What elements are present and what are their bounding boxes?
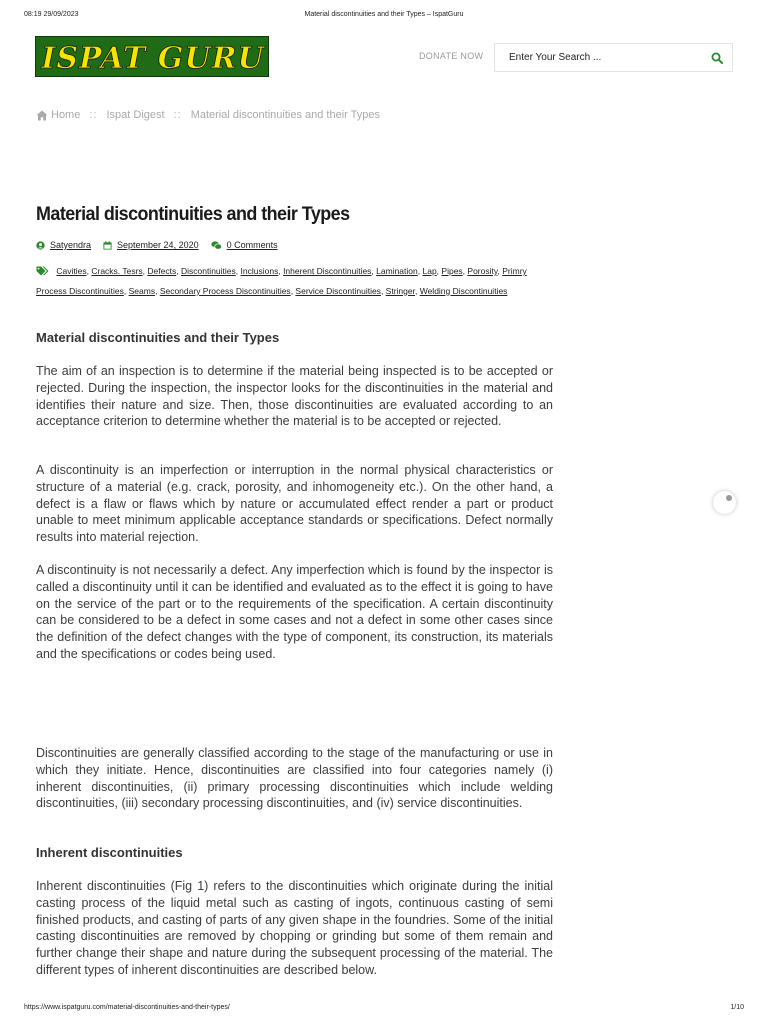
tag-separator: , xyxy=(414,285,420,296)
breadcrumb-separator: :: xyxy=(173,109,182,121)
tag-separator: , xyxy=(142,266,148,276)
breadcrumb xyxy=(36,109,380,121)
article-paragraph: The aim of an inspection is to determine if the material being inspected is to be accepted or rejected. During the inspection, the inspector looks for the discontinuities in the material and identifies their nature and size. Then, those discontinuities are evaluated according to an acceptance criterion to determine whether the material is to be accepted or rejected. xyxy=(36,364,553,429)
article-title: Material discontinuities and their Types xyxy=(36,203,350,225)
tag-separator: , xyxy=(462,266,468,276)
search-box xyxy=(494,43,733,72)
article-paragraph: Inherent discontinuities (Fig 1) refers to the discontinuities which originate during the initial casting process of the liquid metal such as casting of ingots, continuous casting of semi finished products, and casting of parts of any given shape in the foundries. Some of the initial casting discontinuities are removed by chopping or grinding but some of them remain and further change their shape and nature during the subsequent processing of the material. The different types of inherent discontinuities are described below. xyxy=(36,879,553,977)
article-paragraph: A discontinuity is an imperfection or interruption in the normal physical characteristics or structure of a material (e.g. crack, porosity, and inhomogeneity etc.). On the other hand, a defect is a flaw or flaws which by nature or accumulated effect render a part or product unable to meet minimum applicable acceptance standards or specifications. Defect normally results into material rejection. xyxy=(36,463,553,545)
tag-separator: , xyxy=(155,285,160,296)
tag-separator: , xyxy=(436,266,442,276)
tag-link[interactable]: Welding Discontinuities xyxy=(419,285,508,296)
breadcrumb-item-ispat-digest[interactable]: Ispat Digest xyxy=(106,109,165,121)
calendar-icon xyxy=(103,241,112,250)
tag-separator: , xyxy=(290,285,296,296)
tag-link[interactable]: Lap xyxy=(422,266,437,276)
breadcrumb-home-label: Home xyxy=(51,109,81,121)
print-datetime: 08:19 29/09/2023 xyxy=(24,11,79,18)
svg-text:ISPAT GURU: ISPAT GURU xyxy=(41,41,265,76)
tag-link[interactable]: Pipes xyxy=(441,266,463,276)
article-meta xyxy=(36,240,290,250)
tag-link[interactable]: Porosity xyxy=(467,266,498,276)
print-page-title: Material discontinuities and their Types – IspatGuru xyxy=(304,11,464,18)
publish-date: September 24, 2020 xyxy=(117,240,199,250)
date-link[interactable] xyxy=(103,240,199,250)
tag-separator: , xyxy=(86,266,92,276)
section-heading-inherent: Inherent discontinuities xyxy=(36,845,183,860)
tag-link[interactable]: Secondary Process Discontinuities xyxy=(159,285,291,296)
close-dot-icon xyxy=(726,495,732,501)
print-header xyxy=(0,11,768,23)
tag-separator: , xyxy=(371,266,377,276)
donate-now-link[interactable]: DONATE NOW xyxy=(419,51,484,61)
print-url: https://www.ispatguru.com/material-discontinuities-and-their-types/ xyxy=(24,1004,230,1011)
tag-link[interactable]: Stringer xyxy=(385,285,415,296)
author-link[interactable] xyxy=(36,240,91,250)
search-icon xyxy=(711,52,723,64)
tag-link[interactable]: Inclusions xyxy=(240,266,279,276)
tag-link[interactable]: Discontinuities xyxy=(180,266,236,276)
print-page-number: 1/10 xyxy=(730,1004,744,1011)
tag-separator: , xyxy=(176,266,181,276)
breadcrumb-item-current: Material discontinuities and their Types xyxy=(190,109,381,121)
comments-link[interactable] xyxy=(211,240,278,250)
article-paragraph: A discontinuity is not necessarily a defect. Any imperfection which is found by the inspector is called a discontinuity until it can be identified and evaluated as to the effect it is going to have on the service of the part or to the requirements of the specification. A certain discontinuity can be considered to be a defect in some cases and not a defect in some other cases since the definition of the defect changes with the type of component, its construction, its materials and the specifications or codes being used. xyxy=(36,563,553,661)
comments-count: 0 Comments xyxy=(226,240,278,250)
home-icon xyxy=(36,110,48,121)
site-logo[interactable] xyxy=(35,36,269,77)
tags-icon xyxy=(36,266,49,276)
user-icon xyxy=(36,241,45,250)
tag-link[interactable]: Primry Process Discontinuities xyxy=(36,266,527,296)
comments-icon xyxy=(211,241,222,250)
search-button[interactable] xyxy=(702,44,732,71)
breadcrumb-home-link[interactable] xyxy=(36,109,80,121)
search-input[interactable] xyxy=(495,44,703,71)
tag-link[interactable]: Lamination xyxy=(376,266,418,276)
article-subtitle: Material discontinuities and their Types xyxy=(36,330,280,345)
tag-link[interactable]: Defects xyxy=(147,266,177,276)
article-paragraph: Discontinuities are generally classified according to the stage of the manufacturing or use in which they initiate. Hence, discontinuities are classified into four categories namely (i) inherent discontinuities, (ii) primary processing discontinuities which include welding discontinuities, (iii) secondary processing discontinuities, and (iv) service discontinuities. xyxy=(36,746,553,811)
tag-separator: , xyxy=(380,285,386,296)
tag-link[interactable]: Service Discontinuities xyxy=(295,285,381,296)
tag-link[interactable]: Cracks. Tesrs xyxy=(91,266,143,276)
tag-separator: , xyxy=(123,285,129,296)
tag-link[interactable]: Seams xyxy=(128,285,156,296)
tags-list xyxy=(36,262,556,301)
site-logo-graphic xyxy=(36,37,269,77)
tag-link[interactable]: Inherent Discontinuities xyxy=(283,266,372,276)
tag-separator: , xyxy=(235,266,241,276)
tag-separator: , xyxy=(497,266,503,276)
scroll-to-top-button[interactable] xyxy=(713,491,736,514)
breadcrumb-separator: :: xyxy=(89,109,98,121)
tag-link[interactable]: Cavities xyxy=(56,266,87,276)
author-name: Satyendra xyxy=(50,240,92,250)
tag-separator: , xyxy=(417,266,423,276)
tag-separator: , xyxy=(278,266,284,276)
print-footer xyxy=(0,1004,768,1016)
